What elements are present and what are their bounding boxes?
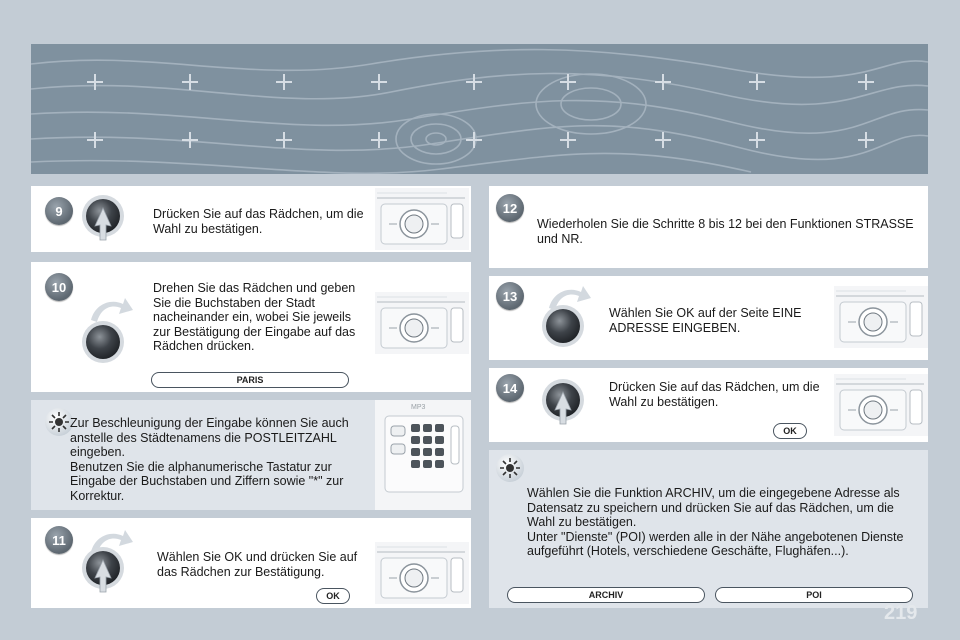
step-11-text: Wählen Sie OK und drücken Sie auf das Rädchen zur Bestätigung. bbox=[157, 550, 358, 579]
step-14-card bbox=[489, 368, 928, 442]
header-banner bbox=[31, 44, 928, 174]
step-9-card bbox=[31, 186, 471, 252]
ok-pill: OK bbox=[316, 588, 350, 604]
rotary-knob-icon bbox=[79, 544, 127, 606]
step-number-badge: 9 bbox=[45, 197, 73, 225]
tip-card-2 bbox=[489, 450, 928, 608]
paris-pill: PARIS bbox=[151, 372, 349, 388]
poi-pill: POI bbox=[715, 587, 913, 603]
step-number-badge: 14 bbox=[496, 374, 524, 402]
ok-pill: OK bbox=[773, 423, 807, 439]
page-number: 219 bbox=[884, 602, 918, 624]
sun-tip-icon bbox=[496, 454, 524, 482]
step-12-text: Wiederholen Sie die Schritte 8 bis 12 bei den Funktionen STRASSE und NR. bbox=[537, 217, 914, 246]
rotary-knob-icon bbox=[79, 190, 127, 250]
step-10-card bbox=[31, 262, 471, 392]
radio-device-image bbox=[834, 286, 928, 348]
tip-1-text: Zur Beschleunigung der Eingabe können Sie auch anstelle des Städtenamens die POSTLEITZAHL eingeben. Benutzen Sie die alphanumerische Tastatur zur Eingabe der Buchstaben und Ziffern sowie "*" zur Korrektur. bbox=[70, 416, 349, 503]
step-9-text: Drücken Sie auf das Rädchen, um die Wahl zu bestätigen. bbox=[153, 207, 364, 236]
device-label: MP3 bbox=[411, 404, 426, 411]
step-number-badge: 13 bbox=[496, 282, 524, 310]
step-number-badge: 10 bbox=[45, 273, 73, 301]
radio-device-image bbox=[375, 292, 469, 354]
step-13-card bbox=[489, 276, 928, 360]
step-14-text: Drücken Sie auf das Rädchen, um die Wahl zu bestätigen. bbox=[609, 380, 820, 409]
step-number-badge: 12 bbox=[496, 194, 524, 222]
sun-tip-icon bbox=[45, 408, 73, 436]
radio-device-image bbox=[375, 188, 469, 250]
radio-device-image bbox=[834, 374, 928, 436]
step-12-card bbox=[489, 186, 928, 268]
rotary-knob-icon bbox=[539, 302, 587, 350]
keypad-device-image bbox=[375, 400, 471, 510]
step-10-text: Drehen Sie das Rädchen und geben Sie die Buchstaben der Stadt nacheinander ein, wobei Sie jeweils zur Bestätigung der Eingabe auf das Rädchen drücken. bbox=[153, 281, 356, 353]
rotary-knob-icon bbox=[79, 318, 127, 366]
step-number-badge: 11 bbox=[45, 526, 73, 554]
step-13-text: Wählen Sie OK auf der Seite EINE ADRESSE EINGEBEN. bbox=[609, 306, 802, 335]
tip-card-1 bbox=[31, 400, 471, 510]
archiv-pill: ARCHIV bbox=[507, 587, 705, 603]
radio-device-image bbox=[375, 542, 469, 604]
step-11-card bbox=[31, 518, 471, 608]
contour-map-icon bbox=[31, 44, 928, 174]
tip-2-text: Wählen Sie die Funktion ARCHIV, um die eingegebene Adresse als Datensatz zu speichern und drücken Sie auf das Rädchen, um die Wahl zu bestätigen. Unter "Dienste" (POI) werden alle in der Nähe angebotenen Dienste aufgeführt (Hotels, verschiedene Geschäfte, Flughäfen...). bbox=[527, 486, 904, 558]
rotary-knob-icon bbox=[539, 376, 587, 438]
